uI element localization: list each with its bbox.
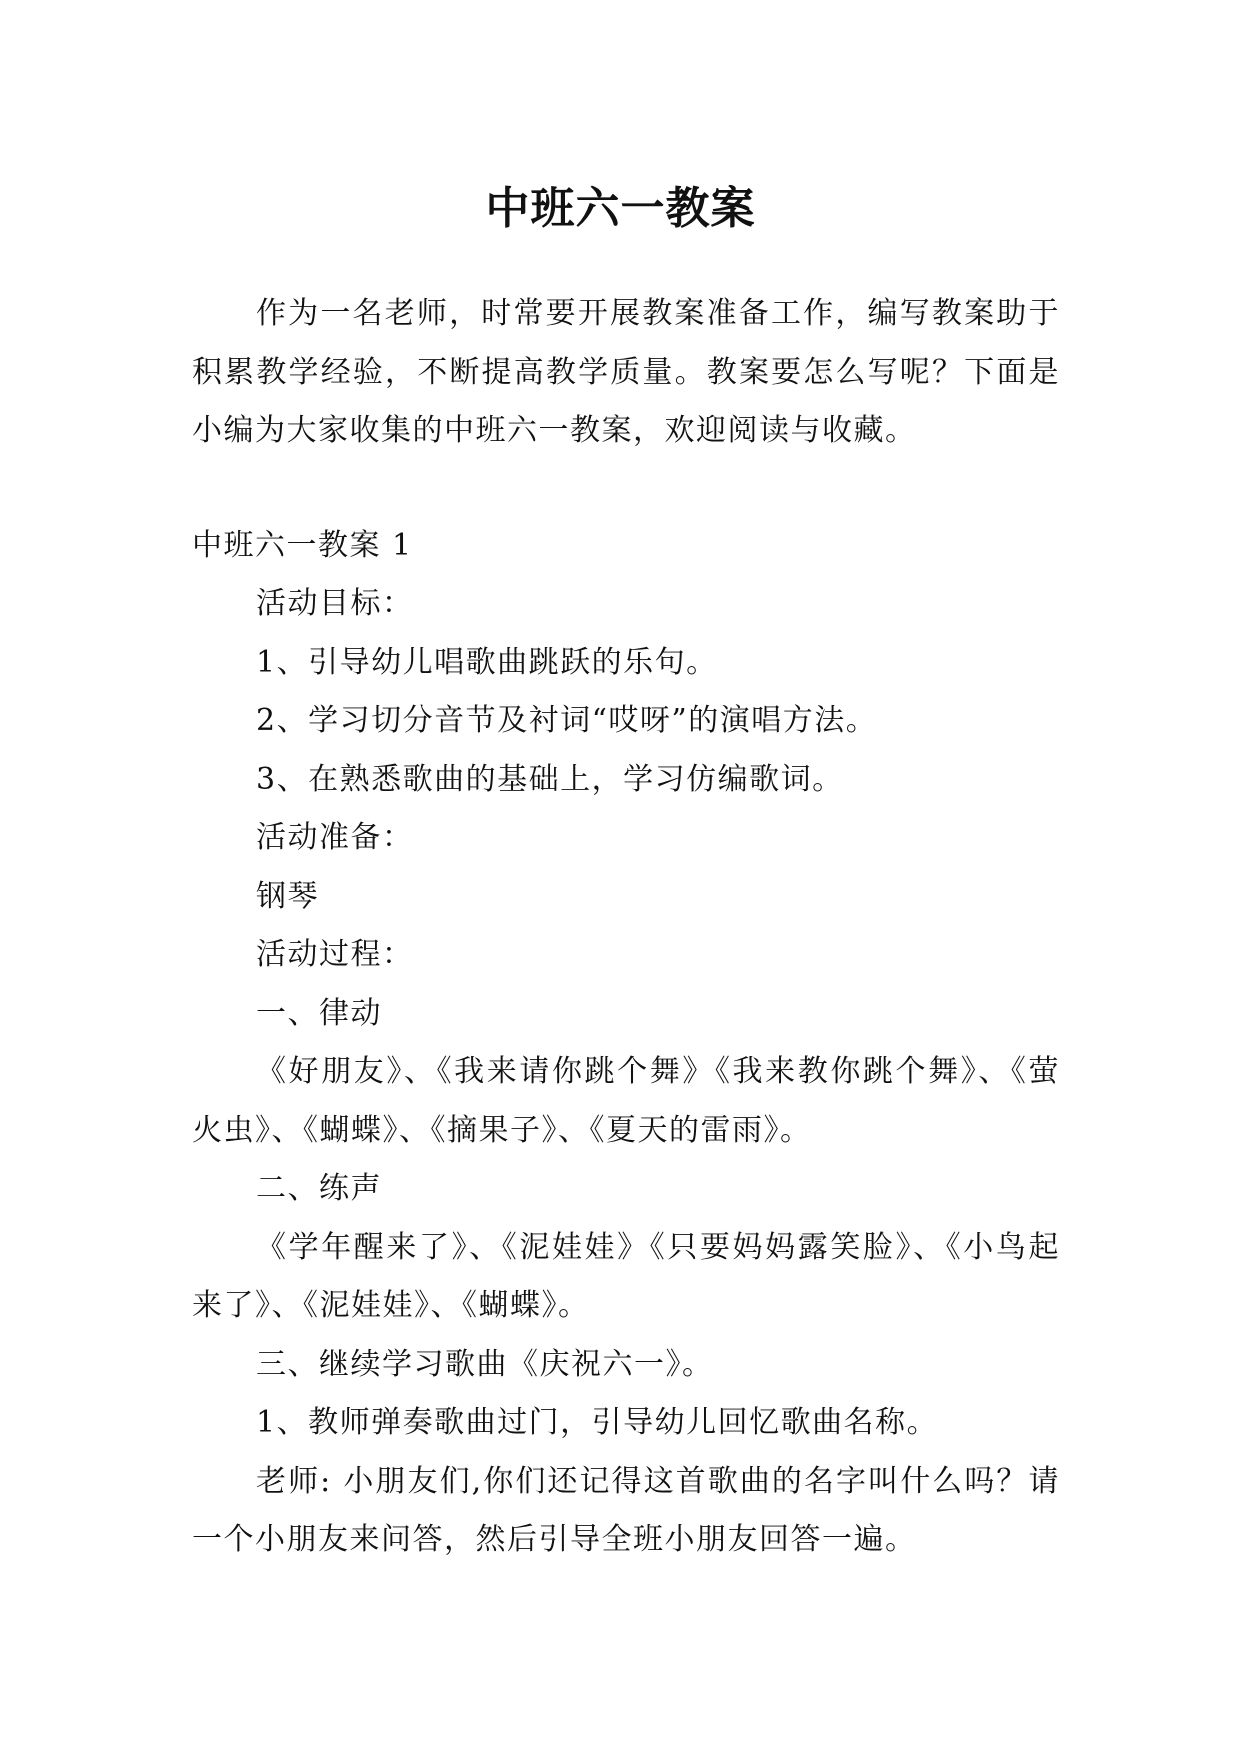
paragraph: 二、练声	[256, 1171, 382, 1206]
paragraph: 活动过程：	[256, 937, 414, 972]
intro-paragraph: 作为一名老师，时常要开展教案准备工作，编写教案助于积累教学经验，不断提高教学质量。教案要怎么写呢？下面是小编为大家收集的中班六一教案，欢迎阅读与收藏。	[192, 296, 1060, 448]
paragraph: 活动准备：	[256, 820, 414, 855]
paragraph: 《学年醒来了》、《泥娃娃》《只要妈妈露笑脸》、《小鸟起来了》、《泥娃娃》、《蝴蝶》。	[192, 1229, 1060, 1323]
paragraph: 活动目标：	[256, 586, 414, 621]
paragraph: 老师: 小朋友们,你们还记得这首歌曲的名字叫什么吗？请一个小朋友来问答，然后引导全班小朋友回答一遍。	[192, 1463, 1060, 1557]
paragraph: 一、律动	[256, 995, 382, 1031]
document-title: 中班六一教案	[485, 183, 756, 235]
paragraph: 三、继续学习歌曲《庆祝六一》。	[256, 1346, 714, 1382]
paragraph: 《好朋友》、《我来请你跳个舞》《我来教你跳个舞》、《萤火虫》、《蝴蝶》、《摘果子》、《夏天的雷雨》。	[192, 1054, 1060, 1148]
paragraph: 3、在熟悉歌曲的基础上，学习仿编歌词。	[256, 761, 844, 797]
paragraph: 2、学习切分音节及衬词“哎呀”的演唱方法。	[256, 703, 878, 738]
paragraph: 钢琴	[256, 878, 319, 914]
document-body	[192, 285, 1060, 1570]
paragraph: 1、教师弹奏歌曲过门，引导幼儿回忆歌曲名称。	[256, 1405, 939, 1440]
section-heading: 中班六一教案 1	[192, 527, 413, 563]
paragraph: 1、引导幼儿唱歌曲跳跃的乐句。	[256, 644, 718, 680]
